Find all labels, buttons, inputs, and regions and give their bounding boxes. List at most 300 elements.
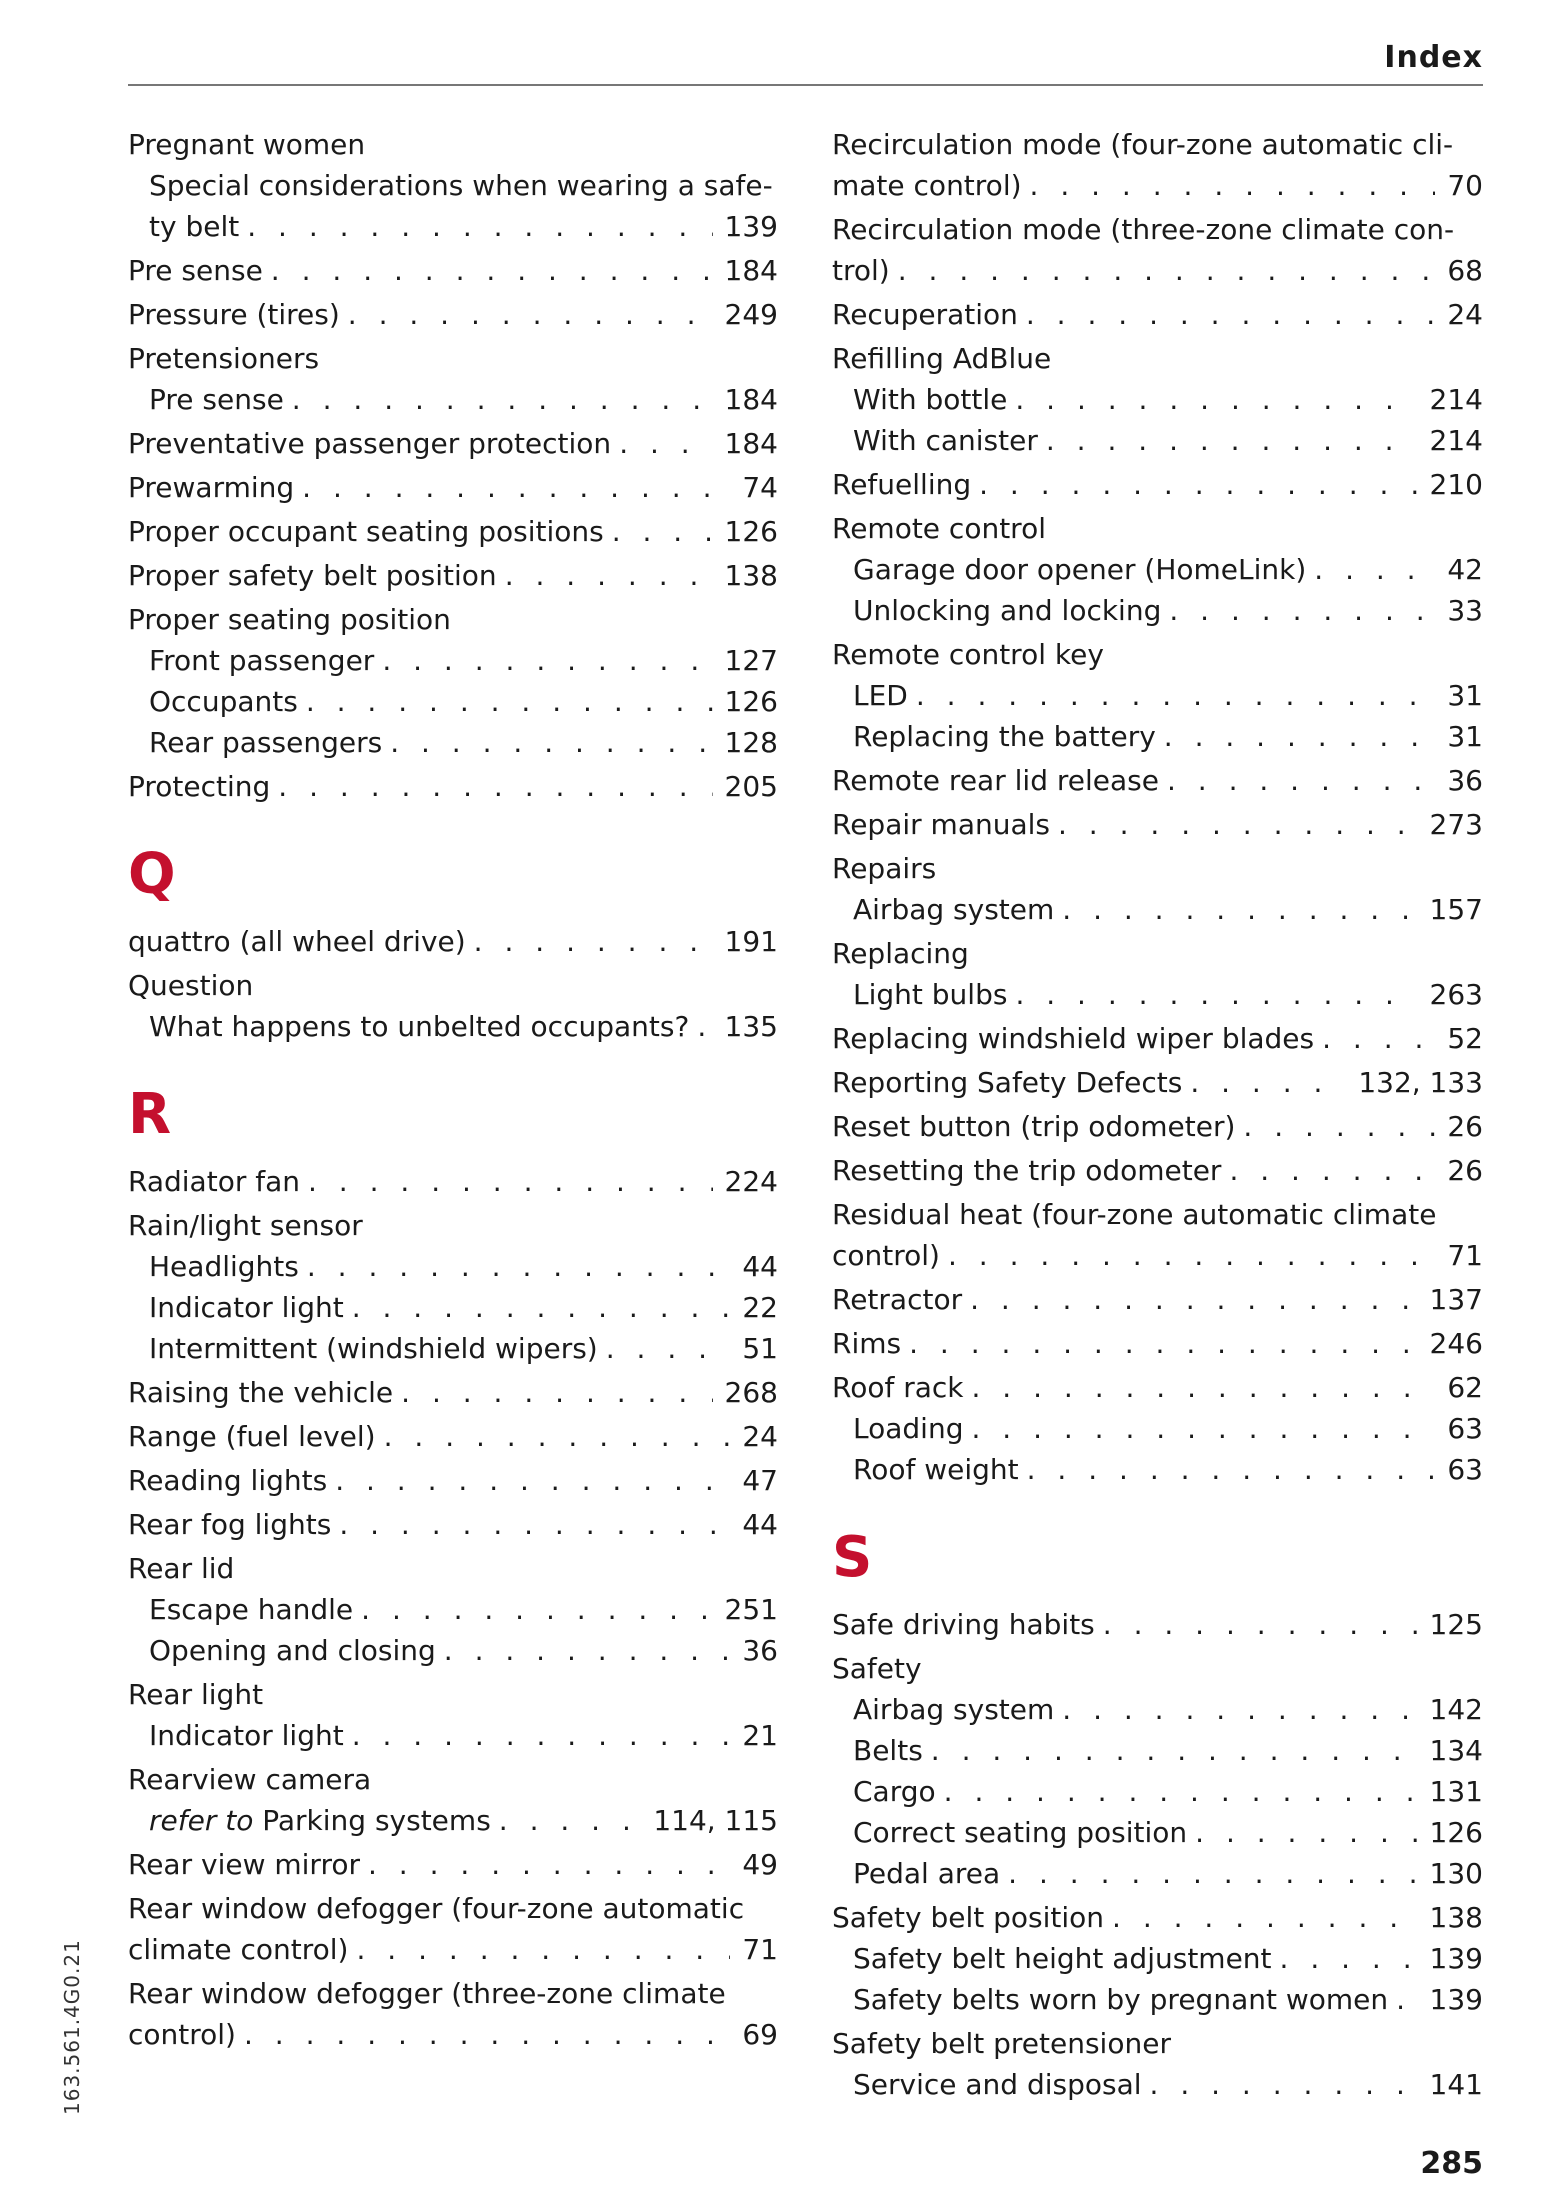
dot-leader [1280, 1938, 1418, 1979]
index-term [832, 1018, 1314, 1059]
index-entry [832, 933, 1483, 1015]
index-entry-line [832, 1150, 1483, 1191]
index-entry-line [128, 1929, 778, 1970]
index-entry [832, 634, 1483, 757]
page-reference: 224 [724, 1165, 778, 1198]
page-reference: 268 [724, 1376, 778, 1409]
index-term-text: With canister [853, 424, 1038, 457]
index-term [853, 1408, 963, 1449]
index-entry-line [128, 250, 778, 291]
index-term [853, 716, 1156, 757]
page-reference: 44 [742, 1250, 778, 1283]
dot-leader [306, 681, 713, 722]
page-reference: 126 [724, 515, 778, 548]
index-term [832, 294, 1018, 335]
index-term [832, 1897, 1104, 1938]
index-subentry-line [128, 1630, 778, 1671]
page-reference: 44 [742, 1508, 778, 1541]
index-entry [832, 508, 1483, 631]
dot-leader [1169, 590, 1435, 631]
page-reference: 49 [742, 1848, 778, 1881]
dot-leader [972, 1367, 1436, 1408]
index-term [128, 1973, 726, 2014]
page-reference: 138 [724, 559, 778, 592]
index-entry [832, 209, 1483, 291]
index-term-text: Protecting [128, 770, 271, 803]
index-term [853, 2064, 1142, 2105]
page-reference: 71 [1447, 1239, 1483, 1272]
index-term-text: Intermittent (windshield wipers) [149, 1332, 598, 1365]
index-term [832, 804, 1050, 845]
index-entry-line [832, 1367, 1483, 1408]
index-entry [128, 1844, 778, 1885]
page-reference: 114, 115 [653, 1804, 778, 1837]
index-entry-line [832, 250, 1483, 291]
page-reference: 184 [724, 254, 778, 287]
index-term-text: Repair manuals [832, 808, 1050, 841]
index-term-text: Rear passengers [149, 726, 383, 759]
index-entry-line [832, 1279, 1483, 1320]
dot-leader [1195, 1812, 1417, 1853]
index-term-text: Pre sense [149, 383, 284, 416]
index-entry-line [832, 1062, 1483, 1103]
index-term-text: Pedal area [853, 1857, 1001, 1890]
index-term [128, 1372, 393, 1413]
page-reference: 126 [1429, 1816, 1483, 1849]
dot-leader [931, 1730, 1418, 1771]
index-term-text: Range (fuel level) [128, 1420, 376, 1453]
dot-leader [499, 1800, 642, 1841]
index-term [853, 1771, 936, 1812]
index-term-text: Service and disposal [853, 2068, 1142, 2101]
index-term-text: Loading [853, 1412, 964, 1445]
page-reference: 31 [1447, 720, 1483, 753]
index-term [128, 1416, 376, 1457]
index-term [832, 508, 1046, 549]
index-entry [128, 555, 778, 596]
index-entry [128, 124, 778, 247]
page-reference: 24 [1447, 298, 1483, 331]
index-term [853, 379, 1007, 420]
index-subentry-line [128, 1328, 778, 1369]
index-term-text: Refuelling [832, 468, 972, 501]
index-term-text: Recirculation mode (three-zone climate con- [832, 213, 1455, 246]
index-term [832, 1604, 1095, 1645]
index-entry-line [832, 760, 1483, 801]
dot-leader [335, 1460, 730, 1501]
page-reference: 68 [1447, 254, 1483, 287]
index-term [853, 1730, 923, 1771]
index-term [128, 1674, 263, 1715]
index-entry-line [128, 1504, 778, 1545]
index-entry [832, 464, 1483, 505]
index-term [149, 165, 773, 206]
index-subentry-line [128, 1287, 778, 1328]
index-term-text: Light bulbs [853, 978, 1008, 1011]
index-term [853, 420, 1038, 461]
page-reference: 138 [1429, 1901, 1483, 1934]
index-subentry-line [832, 889, 1483, 930]
page-reference: 127 [724, 644, 778, 677]
dot-leader [1058, 804, 1418, 845]
index-entry-line [832, 634, 1483, 675]
index-term [128, 921, 466, 962]
page-reference: 63 [1447, 1453, 1483, 1486]
dot-leader [1103, 1604, 1418, 1645]
dot-leader [898, 250, 1436, 291]
index-subentry-line [832, 1812, 1483, 1853]
index-term-text: LED [853, 679, 908, 712]
index-term-text: mate control) [832, 169, 1022, 202]
dot-leader [339, 1504, 730, 1545]
index-term-text: Remote control key [832, 638, 1104, 671]
dot-leader [361, 1589, 712, 1630]
index-term [128, 1888, 744, 1929]
index-subentry-line [832, 1771, 1483, 1812]
index-term-text: Retractor [832, 1283, 963, 1316]
index-entry-line [832, 209, 1483, 250]
index-term-text: control) [832, 1239, 940, 1272]
index-term-text: Recuperation [832, 298, 1018, 331]
dot-leader [1046, 420, 1418, 461]
page-reference: 273 [1429, 808, 1483, 841]
dot-leader [302, 467, 730, 508]
index-term [853, 1938, 1272, 1979]
dot-leader [944, 1771, 1418, 1812]
page-number: 285 [1420, 2146, 1483, 2181]
index-term [128, 1460, 327, 1501]
index-entry [832, 1106, 1483, 1147]
index-entry-line [128, 1973, 778, 2014]
page-reference: 36 [1447, 764, 1483, 797]
index-term-text: Roof rack [832, 1371, 964, 1404]
index-entry [128, 1416, 778, 1457]
index-entry [128, 1759, 778, 1841]
index-term-text: Proper seating position [128, 603, 451, 636]
index-term-text: Cargo [853, 1775, 936, 1808]
index-term-text: Safety [832, 1652, 922, 1685]
index-subentry-line [832, 1730, 1483, 1771]
index-term-text: Safety belt pretensioner [832, 2027, 1171, 2060]
index-term [149, 206, 239, 247]
index-entry-line [128, 1888, 778, 1929]
index-term [128, 1205, 363, 1246]
index-term-text: Refilling AdBlue [832, 342, 1052, 375]
index-entry [832, 338, 1483, 461]
index-term-text: Garage door opener (HomeLink) [853, 553, 1307, 586]
page-reference: 184 [724, 427, 778, 460]
page-reference: 71 [742, 1933, 778, 1966]
dot-leader [1015, 974, 1417, 1015]
index-term [128, 511, 604, 552]
index-term [128, 250, 263, 291]
index-entry [128, 511, 778, 552]
index-term [832, 124, 1453, 165]
index-term [128, 1548, 234, 1589]
index-term [128, 1759, 371, 1800]
page-reference: 36 [742, 1634, 778, 1667]
index-subentry-line [128, 1589, 778, 1630]
index-entry-line [832, 1648, 1483, 1689]
page-reference: 21 [742, 1719, 778, 1752]
dot-leader [390, 722, 712, 763]
index-entry [128, 423, 778, 464]
index-term-text: With bottle [853, 383, 1008, 416]
section-letter: S [832, 1525, 873, 1590]
index-term [853, 590, 1161, 631]
dot-leader [307, 1246, 731, 1287]
index-term-text: Safety belt position [832, 1901, 1105, 1934]
index-subentry-line [832, 716, 1483, 757]
index-term-text: climate control) [128, 1933, 349, 1966]
index-term-text: Replacing the battery [853, 720, 1156, 753]
index-subentry-line [832, 420, 1483, 461]
index-term [149, 1630, 436, 1671]
index-term [853, 549, 1306, 590]
index-term-text: Rear window defogger (three-zone climate [128, 1977, 726, 2010]
index-entry [128, 1504, 778, 1545]
index-term-text: Pretensioners [128, 342, 320, 375]
index-subentry-line [832, 1979, 1483, 2020]
page-reference: 139 [1429, 1942, 1483, 1975]
dot-leader [382, 640, 712, 681]
dot-leader [474, 921, 713, 962]
index-term-text: Parking systems [262, 1804, 491, 1837]
index-subentry-line [832, 2064, 1483, 2105]
dot-leader [619, 423, 712, 464]
index-entry-line [128, 294, 778, 335]
index-entry [128, 1674, 778, 1756]
index-entry-line [128, 599, 778, 640]
dot-leader [971, 1408, 1435, 1449]
index-entry [128, 965, 778, 1047]
index-term [853, 1853, 1000, 1894]
index-subentry-line [128, 165, 778, 206]
index-term-text: Reporting Safety Defects [832, 1066, 1183, 1099]
index-term [832, 1106, 1235, 1147]
index-term [128, 1161, 300, 1202]
index-entry-line [128, 511, 778, 552]
page-reference: 126 [724, 685, 778, 718]
index-term [832, 1150, 1221, 1191]
index-term [853, 1812, 1187, 1853]
page-reference: 70 [1447, 169, 1483, 202]
index-entry-line [832, 1106, 1483, 1147]
index-term-text: What happens to unbelted occupants? [149, 1010, 690, 1043]
index-entry [128, 1973, 778, 2055]
index-subentry-line [128, 640, 778, 681]
dot-leader [1229, 1150, 1435, 1191]
index-term-text: Opening and closing [149, 1634, 436, 1667]
index-entry [128, 1888, 778, 1970]
index-term [149, 640, 374, 681]
index-subentry-line [128, 1006, 778, 1047]
dot-leader [1167, 760, 1435, 801]
index-term [128, 965, 253, 1006]
index-term [149, 1006, 689, 1047]
index-term-text: Indicator light [149, 1719, 344, 1752]
index-term-text: Safety belt height adjustment [853, 1942, 1272, 1975]
index-entry-line [832, 933, 1483, 974]
document-code: 163.561.4G0.21 [60, 1939, 84, 2115]
page-reference: 191 [724, 925, 778, 958]
index-term-text: Resetting the trip odometer [832, 1154, 1222, 1187]
index-entry-line [832, 848, 1483, 889]
index-term-text: ty belt [149, 210, 240, 243]
page-reference: 214 [1429, 383, 1483, 416]
index-entry [832, 1279, 1483, 1320]
dot-leader [1150, 2064, 1418, 2105]
index-term-text: Question [128, 969, 254, 1002]
index-term [853, 889, 1054, 930]
dot-leader [356, 1929, 730, 1970]
index-entry [832, 1150, 1483, 1191]
index-entry [128, 338, 778, 420]
index-term-text: Belts [853, 1734, 923, 1767]
index-term-text: Remote control [832, 512, 1046, 545]
index-entry [128, 599, 778, 763]
index-subentry-line [832, 1938, 1483, 1979]
dot-leader [979, 464, 1417, 505]
index-term-text: Radiator fan [128, 1165, 300, 1198]
index-entry-line [128, 1548, 778, 1589]
index-term-text: Escape handle [149, 1593, 354, 1626]
index-subentry-line [832, 1689, 1483, 1730]
index-term-text: Remote rear lid release [832, 764, 1159, 797]
index-term-text: Correct seating position [853, 1816, 1188, 1849]
dot-leader [352, 1715, 731, 1756]
dot-leader [1164, 716, 1436, 757]
index-term [853, 974, 1007, 1015]
page-reference: 139 [1429, 1983, 1483, 2016]
index-term [832, 209, 1454, 250]
index-term [128, 467, 294, 508]
index-term [832, 338, 1051, 379]
index-entry-line [128, 1674, 778, 1715]
index-term [128, 294, 340, 335]
page-reference: 33 [1447, 594, 1483, 627]
index-term [128, 1929, 348, 1970]
index-entry [128, 766, 778, 807]
index-term [853, 1689, 1054, 1730]
index-term [832, 250, 890, 291]
dot-leader [1008, 1853, 1417, 1894]
index-term [149, 1589, 353, 1630]
index-entry-line [832, 1897, 1483, 1938]
index-term [832, 2023, 1171, 2064]
dot-leader [916, 675, 1436, 716]
dot-leader [308, 1161, 713, 1202]
index-term [832, 634, 1104, 675]
index-entry [832, 1323, 1483, 1364]
index-term [832, 1323, 901, 1364]
page-reference: 184 [724, 383, 778, 416]
index-term [128, 555, 497, 596]
index-entry-line [128, 423, 778, 464]
index-entry-line [128, 965, 778, 1006]
index-term [149, 379, 284, 420]
index-entry-line [128, 766, 778, 807]
index-entry-line [128, 1416, 778, 1457]
page-reference: 214 [1429, 424, 1483, 457]
page-reference: 128 [724, 726, 778, 759]
dot-leader [1314, 549, 1435, 590]
header-rule [128, 84, 1483, 86]
index-term [832, 464, 971, 505]
index-term-text: Front passenger [149, 644, 375, 677]
index-subentry-line [832, 1853, 1483, 1894]
index-term-text: Pressure (tires) [128, 298, 340, 331]
index-subentry-line [128, 1246, 778, 1287]
index-term [128, 1504, 331, 1545]
index-entry-line [128, 124, 778, 165]
page-reference: 263 [1429, 978, 1483, 1011]
page-reference: 69 [742, 2018, 778, 2051]
index-entry-line [832, 1018, 1483, 1059]
index-entry [832, 1604, 1483, 1645]
index-term-text: Airbag system [853, 1693, 1055, 1726]
dot-leader [1112, 1897, 1418, 1938]
dot-leader [606, 1328, 731, 1369]
section-letter: Q [128, 842, 176, 907]
index-entry [128, 1205, 778, 1369]
dot-leader [278, 766, 712, 807]
index-term [832, 1367, 964, 1408]
index-term-text: Preventative passenger protection [128, 427, 612, 460]
index-entry [128, 1460, 778, 1501]
dot-leader [1322, 1018, 1435, 1059]
index-entry-line [832, 165, 1483, 206]
index-entry [832, 848, 1483, 930]
index-entry-line [832, 1194, 1483, 1235]
index-column-right [832, 124, 1483, 2108]
index-term-text: Headlights [149, 1250, 299, 1283]
index-term-text: Pregnant women [128, 128, 366, 161]
page-reference: 51 [742, 1332, 778, 1365]
index-entry-line [832, 804, 1483, 845]
index-entry [832, 1062, 1483, 1103]
page-reference: 132, 133 [1358, 1066, 1483, 1099]
page-reference: 31 [1447, 679, 1483, 712]
index-entry-line [832, 338, 1483, 379]
index-subentry-line [832, 379, 1483, 420]
page-reference: 22 [742, 1291, 778, 1324]
index-term [149, 1800, 491, 1841]
index-entry [832, 294, 1483, 335]
index-term-text: Airbag system [853, 893, 1055, 926]
index-term-text: Rear fog lights [128, 1508, 332, 1541]
index-entry-line [128, 1205, 778, 1246]
index-entry [832, 2023, 1483, 2105]
index-entry [128, 294, 778, 335]
index-term-text: Raising the vehicle [128, 1376, 394, 1409]
index-entry-line [128, 1372, 778, 1413]
dot-leader [970, 1279, 1417, 1320]
index-term-text: Recirculation mode (four-zone automatic cli- [832, 128, 1454, 161]
page-reference: 42 [1447, 553, 1483, 586]
index-column-left [128, 124, 778, 2058]
index-term-text: quattro (all wheel drive) [128, 925, 466, 958]
index-term-text: Reset button (trip odometer) [832, 1110, 1236, 1143]
page-reference: 251 [724, 1593, 778, 1626]
dot-leader [444, 1630, 731, 1671]
page-reference: 62 [1447, 1371, 1483, 1404]
index-subentry-line [832, 675, 1483, 716]
index-term-text: Roof weight [853, 1453, 1019, 1486]
index-entry [832, 1018, 1483, 1059]
index-term [149, 722, 382, 763]
page-reference: 24 [742, 1420, 778, 1453]
